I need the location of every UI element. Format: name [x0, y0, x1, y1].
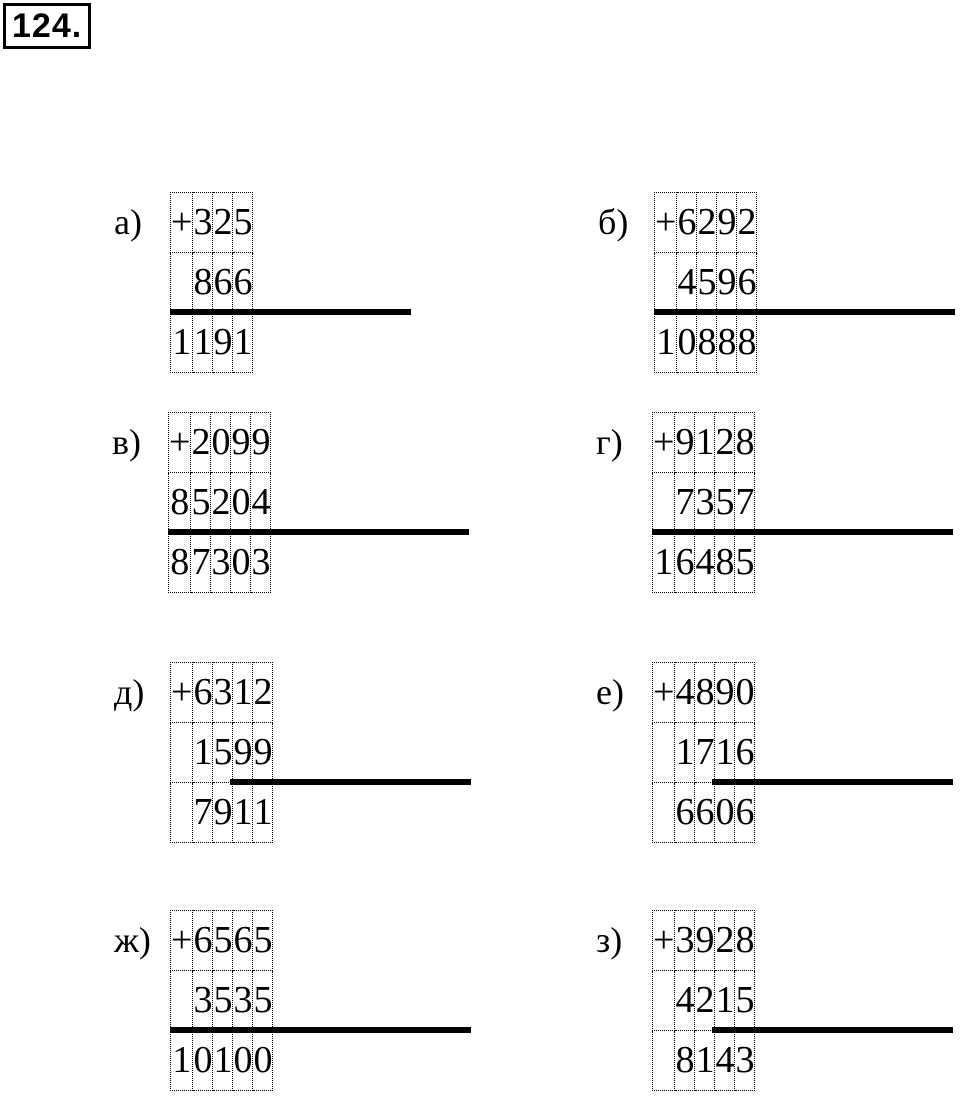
addend-row-2	[171, 253, 253, 313]
digit-cell: 1	[233, 313, 253, 373]
addend-row-2	[655, 253, 757, 313]
addition-grid	[170, 662, 273, 843]
digit-cell: 7	[695, 723, 715, 783]
digit-cell: 8	[717, 313, 737, 373]
digit-cell: 9	[233, 723, 253, 783]
digit-cell: 6	[735, 783, 755, 843]
digit-cell: 9	[231, 413, 251, 473]
digit-cell: 5	[213, 971, 233, 1031]
sum-row	[169, 533, 271, 593]
addition-grid	[652, 412, 755, 593]
digit-cell: 3	[251, 533, 271, 593]
digit-cell: 0	[677, 313, 697, 373]
digit-cell: 5	[253, 911, 273, 971]
digit-cell: 9	[213, 313, 233, 373]
digit-cell: 6	[233, 911, 253, 971]
digit-cell: 3	[735, 1031, 755, 1091]
digit-cell: 1	[193, 313, 213, 373]
plus-sign: +	[655, 193, 677, 253]
digit-cell: 6	[677, 193, 697, 253]
addend-row-2	[653, 473, 755, 533]
digit-cell: 8	[697, 313, 717, 373]
digit-cell: 6	[675, 783, 695, 843]
sum-row	[171, 313, 253, 373]
digit-cell: 1	[695, 413, 715, 473]
digit-cell: 5	[213, 723, 233, 783]
digit-cell: 6	[675, 533, 695, 593]
digit-cell: 8	[169, 473, 191, 533]
digit-cell: 1	[675, 723, 695, 783]
sum-row	[655, 313, 757, 373]
addition-grid	[652, 662, 755, 843]
sum-row	[653, 533, 755, 593]
addition-grid	[654, 192, 757, 373]
sum-line	[654, 309, 955, 315]
digit-cell: 6	[233, 253, 253, 313]
addend-row-1	[653, 911, 755, 971]
digit-cell: 3	[193, 193, 213, 253]
digit-cell: 8	[735, 413, 755, 473]
digit-cell: 2	[697, 193, 717, 253]
digit-cell	[171, 253, 193, 313]
digit-cell	[171, 783, 193, 843]
digit-cell: 1	[171, 1031, 193, 1091]
digit-cell: 1	[253, 783, 273, 843]
sum-row	[653, 1031, 755, 1091]
sum-line	[168, 529, 469, 535]
addend-row-2	[171, 723, 273, 783]
sum-row	[171, 1031, 273, 1091]
digit-cell: 5	[697, 253, 717, 313]
digit-cell: 2	[191, 413, 211, 473]
digit-cell: 1	[655, 313, 677, 373]
digit-cell: 4	[695, 533, 715, 593]
digit-cell: 2	[715, 911, 735, 971]
digit-cell: 3	[675, 911, 695, 971]
digit-cell: 5	[253, 971, 273, 1031]
plus-sign: +	[171, 911, 193, 971]
digit-cell: 9	[253, 723, 273, 783]
plus-sign: +	[653, 663, 675, 723]
addend-row-1	[655, 193, 757, 253]
digit-cell: 8	[737, 313, 757, 373]
plus-sign: +	[171, 663, 193, 723]
digit-cell: 1	[233, 663, 253, 723]
plus-sign: +	[653, 413, 675, 473]
digit-cell: 9	[717, 193, 737, 253]
digit-cell: 9	[717, 253, 737, 313]
digit-cell: 8	[169, 533, 191, 593]
addend-row-1	[653, 413, 755, 473]
digit-cell: 8	[193, 253, 213, 313]
digit-cell: 4	[251, 473, 271, 533]
digit-cell: 9	[213, 783, 233, 843]
digit-cell: 7	[193, 783, 213, 843]
addend-row-1	[653, 663, 755, 723]
addend-row-1	[169, 413, 271, 473]
digit-cell	[171, 723, 193, 783]
sum-line	[652, 529, 953, 535]
digit-cell	[171, 971, 193, 1031]
digit-cell: 1	[715, 723, 735, 783]
digit-cell: 0	[233, 1031, 253, 1091]
problem-label: д)	[114, 672, 145, 712]
digit-cell: 3	[213, 663, 233, 723]
digit-cell: 6	[193, 663, 213, 723]
digit-cell	[655, 253, 677, 313]
digit-cell: 1	[653, 533, 675, 593]
digit-cell: 9	[675, 413, 695, 473]
digit-cell: 4	[715, 1031, 735, 1091]
digit-cell: 7	[675, 473, 695, 533]
digit-cell: 9	[251, 413, 271, 473]
sum-line	[170, 309, 411, 315]
digit-cell	[653, 473, 675, 533]
digit-cell: 5	[233, 193, 253, 253]
digit-cell: 1	[695, 1031, 715, 1091]
problem-label: е)	[596, 672, 624, 712]
sum-line	[230, 779, 471, 785]
sum-line	[170, 1027, 471, 1033]
problem-label: в)	[112, 422, 141, 462]
plus-sign: +	[169, 413, 191, 473]
digit-cell: 0	[231, 473, 251, 533]
problem-label: ж)	[114, 920, 151, 960]
digit-cell: 2	[695, 971, 715, 1031]
digit-cell: 1	[233, 783, 253, 843]
digit-cell: 3	[211, 533, 231, 593]
addend-row-1	[171, 911, 273, 971]
addend-row-2	[653, 971, 755, 1031]
digit-cell: 7	[735, 473, 755, 533]
digit-cell: 4	[675, 971, 695, 1031]
digit-cell: 8	[735, 911, 755, 971]
digit-cell: 2	[213, 193, 233, 253]
digit-cell: 6	[737, 253, 757, 313]
digit-cell: 4	[677, 253, 697, 313]
plus-sign: +	[653, 911, 675, 971]
digit-cell: 0	[715, 783, 735, 843]
digit-cell: 5	[735, 533, 755, 593]
digit-cell: 2	[253, 663, 273, 723]
digit-cell: 8	[675, 1031, 695, 1091]
digit-cell: 1	[193, 723, 213, 783]
digit-cell: 2	[715, 413, 735, 473]
digit-cell: 6	[695, 783, 715, 843]
digit-cell: 0	[211, 413, 231, 473]
digit-cell: 0	[231, 533, 251, 593]
digit-cell: 9	[715, 663, 735, 723]
problem-label: г)	[596, 422, 623, 462]
digit-cell: 9	[695, 911, 715, 971]
task-number: 124.	[3, 3, 91, 49]
digit-cell	[653, 723, 675, 783]
digit-cell: 4	[675, 663, 695, 723]
problem-label: б)	[598, 202, 629, 242]
digit-cell: 3	[695, 473, 715, 533]
digit-cell: 5	[191, 473, 211, 533]
problem-label: а)	[114, 202, 142, 242]
digit-cell: 1	[171, 313, 193, 373]
digit-cell	[653, 971, 675, 1031]
addition-grid	[168, 412, 271, 593]
digit-cell: 1	[213, 1031, 233, 1091]
addend-row-2	[653, 723, 755, 783]
digit-cell	[653, 783, 675, 843]
digit-cell: 3	[193, 971, 213, 1031]
digit-cell: 6	[213, 253, 233, 313]
digit-cell: 3	[233, 971, 253, 1031]
problem-label: з)	[596, 920, 623, 960]
digit-cell: 0	[253, 1031, 273, 1091]
sum-line	[712, 779, 953, 785]
digit-cell: 5	[735, 971, 755, 1031]
digit-cell	[653, 1031, 675, 1091]
digit-cell: 1	[715, 971, 735, 1031]
addend-row-1	[171, 663, 273, 723]
digit-cell: 8	[695, 663, 715, 723]
sum-row	[653, 783, 755, 843]
digit-cell: 0	[193, 1031, 213, 1091]
digit-cell: 8	[715, 533, 735, 593]
digit-cell: 5	[213, 911, 233, 971]
addition-grid	[170, 192, 253, 373]
digit-cell: 7	[191, 533, 211, 593]
addition-grid	[652, 910, 755, 1091]
sum-row	[171, 783, 273, 843]
digit-cell: 5	[715, 473, 735, 533]
sum-line	[712, 1027, 953, 1033]
plus-sign: +	[171, 193, 193, 253]
addition-grid	[170, 910, 273, 1091]
digit-cell: 2	[211, 473, 231, 533]
addend-row-2	[169, 473, 271, 533]
digit-cell: 2	[737, 193, 757, 253]
digit-cell: 0	[735, 663, 755, 723]
addend-row-1	[171, 193, 253, 253]
digit-cell: 6	[193, 911, 213, 971]
digit-cell: 6	[735, 723, 755, 783]
addend-row-2	[171, 971, 273, 1031]
